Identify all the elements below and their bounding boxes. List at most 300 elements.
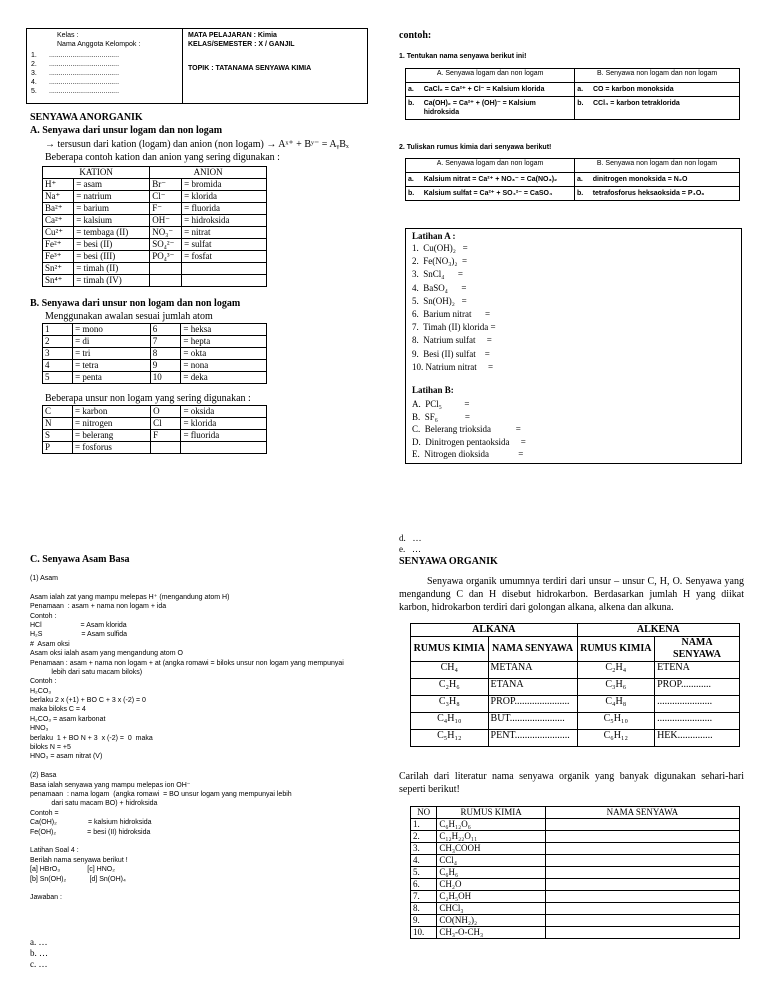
asam-line: (2) Basa (30, 772, 57, 780)
anggota-label: Nama Anggota Kelompok : (57, 41, 141, 48)
jawaban-item: c. … (30, 959, 48, 969)
q-cell: Kalsium nitrat = Ca²⁺ + NO₃⁻ = Ca(NO₃)₂ (422, 173, 575, 187)
ion-row-cell: Sn²⁺ (43, 263, 74, 275)
ion-row (43, 227, 267, 239)
q-cell: a. (406, 83, 422, 97)
asam-line: HNO₃ = asam nitrat (V) (30, 753, 103, 761)
member-dots: .................................... (49, 70, 120, 77)
ion-row-cell: = klorida (182, 191, 267, 203)
ion-row-cell: = tembaga (II) (74, 227, 150, 239)
section-a-desc: Beberapa contoh kation dan anion yang sering digunakan : (45, 152, 280, 163)
ion-row-cell: = timah (IV) (74, 275, 150, 287)
ion-row-cell: Sn⁴⁺ (43, 275, 74, 287)
prefix-row-cell: 7 (150, 336, 181, 348)
asam-line: Latihan Soal 4 : (30, 847, 79, 855)
ion-row-cell: = asam (74, 179, 150, 191)
nonmetal-row-cell: = klorida (181, 418, 267, 430)
member-row (31, 60, 119, 69)
last-cell-empty (545, 903, 739, 915)
ion-row (43, 263, 267, 275)
alk-cell: C₄H₁₀ (411, 713, 489, 730)
last-cell-empty (545, 879, 739, 891)
latihan-b-item: A. PCl₅ = (412, 399, 470, 409)
alk-cell: C₅H₁₀ (577, 713, 655, 730)
prefix-row-cell: 3 (43, 348, 73, 360)
q-cell: Kalsium sulfat = Ca²⁺ + SO₄²⁻ = CaSO₄ (422, 187, 575, 201)
ion-row-cell: Fe³⁺ (43, 251, 74, 263)
ion-row-cell (150, 263, 182, 275)
ion-row (43, 191, 267, 203)
ion-row-cell: Fe²⁺ (43, 239, 74, 251)
nonmetal-row-cell: C (43, 406, 73, 418)
member-list (31, 51, 119, 96)
ion-row-cell: = fosfat (182, 251, 267, 263)
last-cell: C₁₂H₂₂O₁₁ (437, 831, 545, 843)
last-cell: 5. (411, 867, 437, 879)
member-number: 4. (31, 79, 37, 86)
alk-cell: C₄H₈ (577, 696, 655, 713)
nonmetal-row-cell: Cl (151, 418, 181, 430)
section-b-heading: B. Senyawa dari unsur non logam dan non logam (30, 298, 241, 309)
prefix-row-cell: = nona (181, 360, 267, 372)
mapel: MATA PELAJARAN : Kimia (188, 32, 277, 39)
prefix-table (42, 323, 267, 384)
section-title-anorganik: SENYAWA ANORGANIK (30, 112, 143, 123)
last-cell: CH₃COOH (437, 843, 545, 855)
jawaban-item: a. … (30, 937, 48, 947)
prefix-row-cell: = heksa (181, 324, 267, 336)
kelas-label: Kelas : (57, 32, 79, 39)
asam-line: Jawaban : (30, 894, 62, 902)
prefix-row-cell: 10 (150, 372, 181, 384)
section-c-heading: C. Senyawa Asam Basa (30, 554, 130, 565)
nonmetal-row (43, 418, 267, 430)
asam-line: maka biloks C = 4 (30, 706, 86, 714)
nonmetal-row-cell (181, 442, 267, 454)
alk-group-cell: ALKENA (577, 624, 739, 637)
ion-row-cell: = natrium (74, 191, 150, 203)
alk-group-cell: ALKANA (411, 624, 578, 637)
q-cell: CaCl₂ = Ca²⁺ + Cl⁻ = Kalsium klorida (422, 83, 575, 97)
asam-basa-block (30, 574, 370, 903)
alk-cell: ...................... (655, 713, 740, 730)
section-b-desc: Menggunakan awalan sesuai jumlah atom (45, 311, 213, 322)
alk-cell: C₂H₆ (411, 679, 489, 696)
alk-group-row (411, 624, 740, 637)
section-a-heading: A. Senyawa dari unsur logam dan non logam (30, 125, 223, 136)
ion-row-cell: SO₄²⁻ (150, 239, 182, 251)
ion-row-cell: NO₃⁻ (150, 227, 182, 239)
member-number: 5. (31, 88, 37, 95)
member-number: 3. (31, 70, 37, 77)
ion-row (43, 179, 267, 191)
asam-line: Asam ialah zat yang mampu melepas H⁺ (mengandung atom H) (30, 593, 230, 601)
asam-line (30, 837, 370, 846)
asam-line: Fe(OH)₂ = besi (II) hidroksida (30, 828, 151, 836)
asam-line: Ca(OH)₂ = kalsium hidroksida (30, 819, 152, 827)
prefix-row-cell: = di (73, 336, 151, 348)
alk-cell: METANA (488, 662, 577, 679)
q-header-cell: B. Senyawa non logam dan non logam (575, 159, 740, 173)
last-cell: 8. (411, 903, 437, 915)
asam-line: Contoh = (30, 809, 59, 817)
nonmetal-row-cell (151, 442, 181, 454)
topik: TOPIK : TATANAMA SENYAWA KIMIA (188, 65, 312, 72)
latihan-a-item: 5. Sn(OH)₂ = (412, 295, 467, 306)
asam-line: dari satu macam BO) + hidroksida (30, 800, 158, 808)
section-a-rule: → tersusun dari kation (logam) dan anion (non logam) → Aˣ⁺ + Bʸ⁻ = AᵧBₓ (45, 139, 349, 150)
last-cell: C₆H₆ (437, 867, 545, 879)
latihan-a-title: Latihan A : (412, 231, 456, 241)
last-header-cell: RUMUS KIMIA (437, 807, 545, 819)
q-cell: CCl₄ = karbon tetraklorida (591, 97, 740, 120)
ion-row-cell: = bromida (182, 179, 267, 191)
q-header-row (406, 69, 740, 83)
alk-cell: PENT...................... (488, 730, 577, 747)
latihan-a-item: 6. Barium nitrat = (412, 308, 491, 319)
alk-cell: HEK.............. (655, 730, 740, 747)
q-cell: a. (575, 173, 591, 187)
asam-line: [a] HBrO₃ [c] HNO₂ (30, 866, 115, 874)
section-title-organik: SENYAWA ORGANIK (399, 556, 498, 567)
alk-cell: C₃H₈ (411, 696, 489, 713)
member-dots: .................................... (49, 61, 120, 68)
asam-line: Penamaan : asam + nama non logam + ida (30, 603, 167, 611)
prefix-row-cell: 8 (150, 348, 181, 360)
alk-header-cell: NAMA SENYAWA (488, 637, 577, 662)
kelas-semester: KELAS/SEMESTER : X / GANJIL (188, 41, 295, 48)
nonmetal-row (43, 406, 267, 418)
asam-line: berlaku 2 x (+1) + BO C + 3 x (-2) = 0 (30, 697, 146, 705)
last-header-row (411, 807, 740, 819)
q-row (406, 97, 740, 120)
member-row (31, 87, 119, 96)
ion-row-cell: OH⁻ (150, 215, 182, 227)
prefix-row (43, 360, 267, 372)
alk-row (411, 679, 740, 696)
alk-cell: PROP...................... (488, 696, 577, 713)
member-number: 2. (31, 61, 37, 68)
last-cell: CH₃-O-CH₃ (437, 927, 545, 939)
nonmetal-row (43, 442, 267, 454)
ion-row-cell: = fluorida (182, 203, 267, 215)
nonmetal-table (42, 405, 267, 454)
alk-row (411, 696, 740, 713)
alk-header-cell: NAMA SENYAWA (655, 637, 740, 662)
q-header-cell: B. Senyawa non logam dan non logam (575, 69, 740, 83)
q-row (406, 173, 740, 187)
last-cell: 4. (411, 855, 437, 867)
organik-daily-table (410, 806, 740, 939)
ion-table (42, 166, 267, 287)
asam-line: biloks N = +5 (30, 744, 71, 752)
latihan-a-item: 10. Natrium nitrat = (412, 361, 494, 372)
prefix-row-cell: 6 (150, 324, 181, 336)
asam-line: Basa ialah senyawa yang mampu melepas ion OH⁻ (30, 781, 191, 789)
member-row (31, 69, 119, 78)
asam-line: H₂CO₃ (30, 687, 52, 695)
asam-line: Contoh : (30, 612, 57, 620)
prefix-row (43, 348, 267, 360)
nonmetal-row-cell: = karbon (73, 406, 151, 418)
alk-cell: C₃H₆ (577, 679, 655, 696)
prefix-row-cell: 9 (150, 360, 181, 372)
ion-row-cell: Ca²⁺ (43, 215, 74, 227)
nonmetal-row-cell: = fosforus (73, 442, 151, 454)
prefix-row-cell: = mono (73, 324, 151, 336)
last-cell: 6. (411, 879, 437, 891)
ion-row-cell: = besi (II) (74, 239, 150, 251)
latihan-a-item: 4. BaSO₄ = (412, 282, 467, 293)
last-cell: CO(NH₂)₂ (437, 915, 545, 927)
latihan-b-item: E. Nitrogen dioksida = (412, 449, 524, 459)
nonmetal-row-cell: = fluorida (181, 430, 267, 442)
last-header-cell: NO (411, 807, 437, 819)
latihan-a-item: 2. Fe(NO₃)₂ = (412, 256, 468, 267)
last-cell: CHCl₃ (437, 903, 545, 915)
prefix-row-cell: = hepta (181, 336, 267, 348)
asam-line: HCl = Asam klorida (30, 621, 127, 629)
contoh-label: contoh: (399, 30, 432, 41)
asam-line: (1) Asam (30, 575, 59, 582)
ion-row (43, 203, 267, 215)
prefix-row (43, 336, 267, 348)
prefix-row-cell: = okta (181, 348, 267, 360)
last-cell: C₂H₅OH (437, 891, 545, 903)
latihan-a-list (412, 243, 496, 375)
ion-row (43, 251, 267, 263)
ion-row (43, 215, 267, 227)
alk-header-row (411, 637, 740, 662)
q-header-row (406, 159, 740, 173)
asam-line: Asam oksi ialah asam yang mengandung atom O (30, 650, 183, 658)
ion-row-cell: = besi (III) (74, 251, 150, 263)
member-row (31, 78, 119, 87)
last-cell: 2. (411, 831, 437, 843)
carilah-text: Carilah dari literatur nama senyawa organik yang banyak digunakan sehari-hari seperti berikut! (399, 771, 744, 795)
member-dots: .................................... (49, 88, 120, 95)
nonmetal-row-cell: O (151, 406, 181, 418)
asam-line (30, 583, 370, 592)
latihan-b-item: C. Belerang trioksida = (412, 424, 521, 434)
nonmetal-row-cell: S (43, 430, 73, 442)
asam-line: Contoh : (30, 678, 57, 686)
prefix-row-cell: 1 (43, 324, 73, 336)
ion-row-cell: H⁺ (43, 179, 74, 191)
jawaban-list (30, 937, 48, 970)
last-cell-empty (545, 867, 739, 879)
asam-line: HNO₃ (30, 725, 49, 733)
q2-table (405, 158, 740, 201)
asam-line (30, 884, 370, 893)
last-row (411, 867, 740, 879)
last-row (411, 855, 740, 867)
last-cell-empty (545, 855, 739, 867)
latihan-a-item: 7. Timah (II) klorida = (412, 322, 496, 333)
prefix-row-cell: = deka (181, 372, 267, 384)
ion-row-cell (182, 263, 267, 275)
latihan-b-list (412, 399, 526, 462)
nonmetal-row-cell: N (43, 418, 73, 430)
last-row (411, 819, 740, 831)
ion-row-cell: = barium (74, 203, 150, 215)
ion-row-cell: = timah (II) (74, 263, 150, 275)
ion-row (43, 239, 267, 251)
alk-row (411, 713, 740, 730)
nonmetal-row-cell: P (43, 442, 73, 454)
organik-paragraph: Senyawa organik umumnya terdiri dari unsur – unsur C, H, O. Senyawa yang mengandung C dan H disebut hidrokarbon. Berdasarkan jumlah H yang diikat karbon, hidrokarbon terdiri dari golongan alkana, alkena dan alkuna. (399, 576, 744, 613)
alk-cell: C₆H₁₂ (577, 730, 655, 747)
q-cell: dinitrogen monoksida = N₂O (591, 173, 740, 187)
asam-line: Berilah nama senyawa berikut ! (30, 856, 128, 864)
last-row (411, 879, 740, 891)
header-box (26, 28, 368, 104)
last-cell-empty (545, 927, 739, 939)
asam-line: penamaan : nama logam (angka romawi = BO unsur logam yang mempunyai lebih (30, 790, 292, 798)
q-cell: tetrafosforus heksaoksida = P₄O₆ (591, 187, 740, 201)
latihan-box (405, 228, 742, 464)
prefix-row-cell: = tri (73, 348, 151, 360)
last-row (411, 915, 740, 927)
last-cell-empty (545, 915, 739, 927)
question-1: 1. Tentukan nama senyawa berikut ini! (399, 53, 527, 60)
de-item: e. … (399, 544, 421, 554)
alk-cell: C₂H₄ (577, 662, 655, 679)
q-cell: b. (575, 187, 591, 201)
last-cell: 10. (411, 927, 437, 939)
member-number: 1. (31, 52, 37, 59)
last-cell: 7. (411, 891, 437, 903)
last-cell-empty (545, 891, 739, 903)
last-cell: 3. (411, 843, 437, 855)
alk-cell: ETENA (655, 662, 740, 679)
ion-row-cell (182, 275, 267, 287)
nonmetal-row-cell: = oksida (181, 406, 267, 418)
q-cell: a. (406, 173, 422, 187)
last-cell-empty (545, 843, 739, 855)
last-cell: 1. (411, 819, 437, 831)
prefix-row-cell: 4 (43, 360, 73, 372)
q-header-cell: A. Senyawa logam dan non logam (406, 69, 575, 83)
jawaban-item: b. … (30, 948, 48, 958)
last-cell: 9. (411, 915, 437, 927)
q-cell: b. (575, 97, 591, 120)
ion-row-cell: = hidroksida (182, 215, 267, 227)
asam-line: # Asam oksi (30, 640, 70, 648)
latihan-a-item: 9. Besi (II) sulfat = (412, 348, 490, 359)
q-cell: Ca(OH)₂ = Ca²⁺ + (OH)⁻ = Kalsium hidroksida (422, 97, 575, 120)
last-row (411, 891, 740, 903)
ion-row-cell (150, 275, 182, 287)
q-row (406, 83, 740, 97)
latihan-a-item: 8. Natrium sulfat = (412, 335, 492, 346)
last-cell: C₆H₁₂O₆ (437, 819, 545, 831)
q1-table (405, 68, 740, 120)
prefix-row-cell: = tetra (73, 360, 151, 372)
last-row (411, 843, 740, 855)
ion-row-cell: PO₄³⁻ (150, 251, 182, 263)
last-cell: CCl₄ (437, 855, 545, 867)
latihan-a-item: 3. SnCl₄ = (412, 269, 463, 280)
latihan-b-title: Latihan B: (412, 385, 454, 395)
nonmetal-row-cell: F (151, 430, 181, 442)
q-cell: b. (406, 187, 422, 201)
nonmetal-desc: Beberapa unsur non logam yang sering digunakan : (45, 393, 251, 404)
ion-row-cell: Ba²⁺ (43, 203, 74, 215)
last-cell: CH₂O (437, 879, 545, 891)
alk-row (411, 730, 740, 747)
asam-line (30, 762, 370, 771)
alk-cell: PROP............ (655, 679, 740, 696)
alk-cell: CH₄ (411, 662, 489, 679)
nonmetal-row-cell: = nitrogen (73, 418, 151, 430)
ion-row-cell: Br⁻ (150, 179, 182, 191)
ion-row-cell: = nitrat (182, 227, 267, 239)
alk-cell: BUT...................... (488, 713, 577, 730)
latihan-b-item: B. SF₆ = (412, 411, 470, 422)
asam-line: H₂CO₃ = asam karbonat (30, 715, 106, 723)
latihan-a-item: 1. Cu(OH)₂ = (412, 243, 468, 253)
de-list (399, 533, 422, 555)
question-2: 2. Tuliskan rumus kimia dari senyawa berikut! (399, 144, 552, 151)
ion-row-cell: = kalsium (74, 215, 150, 227)
prefix-row (43, 324, 267, 336)
alk-row (411, 662, 740, 679)
prefix-row-cell: 2 (43, 336, 73, 348)
last-row (411, 903, 740, 915)
q-header-cell: A. Senyawa logam dan non logam (406, 159, 575, 173)
ion-row-cell: F⁻ (150, 203, 182, 215)
last-cell-empty (545, 819, 739, 831)
member-dots: .................................... (49, 79, 120, 86)
nonmetal-row (43, 430, 267, 442)
alk-cell: ...................... (655, 696, 740, 713)
kation-header: KATION (43, 167, 150, 179)
q-cell: b. (406, 97, 422, 120)
alk-header-cell: RUMUS KIMIA (411, 637, 489, 662)
alk-cell: C₅H₁₂ (411, 730, 489, 747)
asam-line: lebih dari satu macam biloks) (30, 668, 143, 676)
ion-row-cell: Cl⁻ (150, 191, 182, 203)
asam-line: berlaku 1 + BO N + 3 x (-2) = 0 maka (30, 734, 153, 742)
ion-row-cell: Na⁺ (43, 191, 74, 203)
prefix-row (43, 372, 267, 384)
prefix-row-cell: 5 (43, 372, 73, 384)
asam-line: Penamaan : asam + nama non logam + at (angka romawi = biloks unsur non logam yang mempunyai (30, 659, 344, 667)
last-cell-empty (545, 831, 739, 843)
alk-header-cell: RUMUS KIMIA (577, 637, 655, 662)
q-cell: a. (575, 83, 591, 97)
nonmetal-row-cell: = belerang (73, 430, 151, 442)
anion-header: ANION (150, 167, 267, 179)
de-item: d. … (399, 533, 422, 543)
member-dots: .................................... (49, 52, 120, 59)
asam-line: H₂S = Asam sulfida (30, 631, 128, 639)
last-row (411, 831, 740, 843)
prefix-row-cell: = penta (73, 372, 151, 384)
alkana-alkena-table (410, 623, 740, 747)
last-row (411, 927, 740, 939)
asam-line: [b] Sn(OH)₂ [d] Sn(OH)₄ (30, 875, 126, 883)
ion-row-cell: Cu²⁺ (43, 227, 74, 239)
q-cell: CO = karbon monoksida (591, 83, 740, 97)
member-row (31, 51, 119, 60)
latihan-b-item: D. Dinitrogen pentaoksida = (412, 436, 526, 447)
last-header-cell: NAMA SENYAWA (545, 807, 739, 819)
q-row (406, 187, 740, 201)
ion-row-cell: = sulfat (182, 239, 267, 251)
ion-row (43, 275, 267, 287)
